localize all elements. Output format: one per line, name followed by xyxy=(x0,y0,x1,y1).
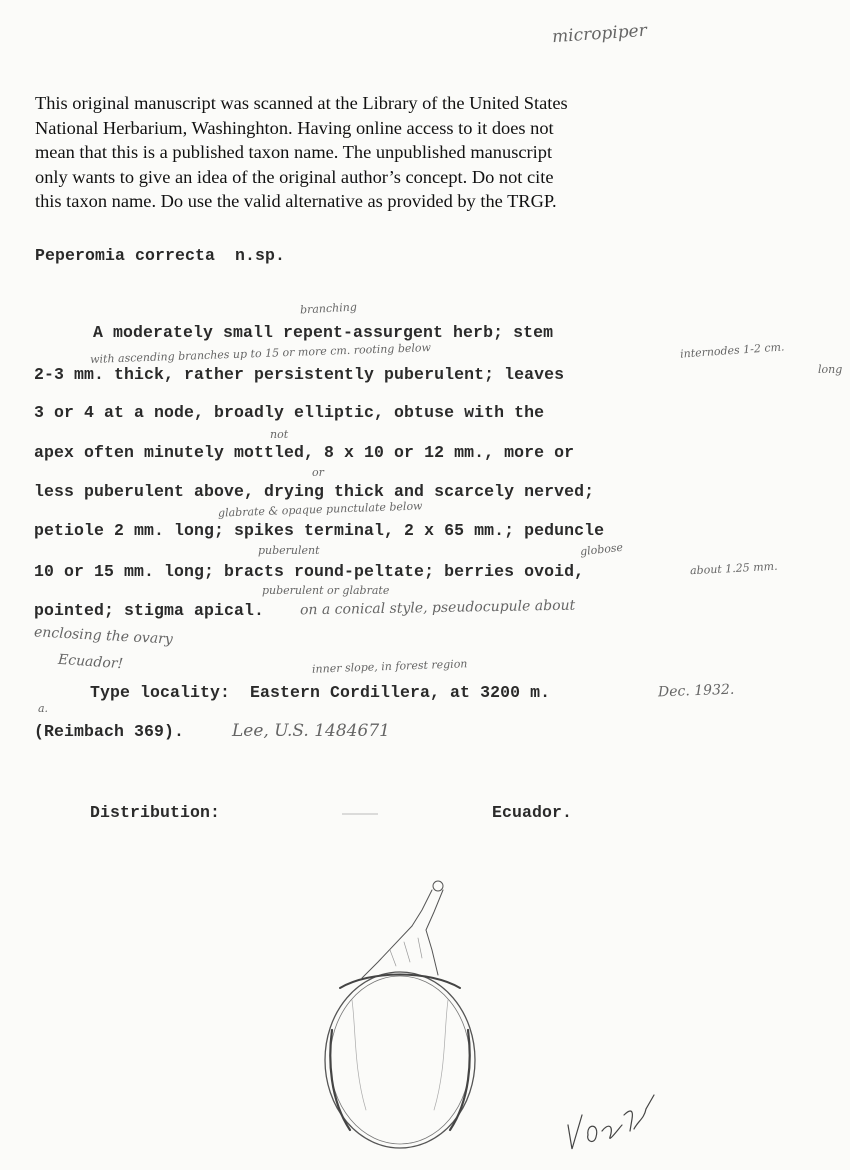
handwritten-puberulent: puberulent xyxy=(258,544,320,557)
description-line-4: apex often minutely mottled, 8 x 10 or 12 mm., more or xyxy=(34,443,575,462)
handwritten-region-note: inner slope, in forest region xyxy=(311,657,468,676)
disclaimer-line: only wants to give an idea of the original author’s concept. Do not cite xyxy=(35,166,554,187)
description-line-2: 2-3 mm. thick, rather persistently puberulent; leaves xyxy=(34,365,565,384)
dash-mark xyxy=(340,812,380,816)
handwritten-globose: globose xyxy=(579,540,624,559)
handwritten-not: not xyxy=(270,428,289,441)
handwritten-internodes: internodes 1-2 cm. xyxy=(679,340,785,361)
description-line-1: A moderately small repent-assurgent herb; stem xyxy=(93,323,554,342)
signature-mark xyxy=(560,1085,670,1155)
description-line-3: 3 or 4 at a node, broadly elliptic, obtuse with the xyxy=(34,403,545,422)
handwritten-branching: branching xyxy=(299,300,358,317)
disclaimer-text xyxy=(35,91,695,214)
disclaimer-line: this taxon name. Do use the valid alternative as provided by the TRGP. xyxy=(35,191,557,211)
handwritten-style-note: on a conical style, pseudocupule about xyxy=(299,597,576,619)
disclaimer-line: mean that this is a published taxon name. The unpublished manuscript xyxy=(35,142,553,162)
berry-sketch xyxy=(300,870,500,1170)
description-line-8: pointed; stigma apical. xyxy=(34,601,265,620)
handwritten-long: long xyxy=(818,363,843,376)
handwritten-about: about 1.25 mm. xyxy=(689,559,778,578)
handwritten-or: or xyxy=(312,466,324,479)
disclaimer-line: This original manuscript was scanned at the Library of the United States xyxy=(35,93,568,113)
handwritten-below-note: glabrate & opaque punctulate below xyxy=(217,499,423,520)
handwritten-or-glabrate: puberulent or glabrate xyxy=(262,584,390,597)
description-line-5: less puberulent above, drying thick and scarcely nerved; xyxy=(34,482,595,501)
distribution-label: Distribution: xyxy=(90,803,221,822)
handwritten-herbarium-ref: Lee, U.S. 1484671 xyxy=(232,721,390,741)
distribution-value: Ecuador. xyxy=(492,803,573,822)
species-title: Peperomia correcta n.sp. xyxy=(35,246,286,265)
description-line-6: petiole 2 mm. long; spikes terminal, 2 x 65 mm.; peduncle xyxy=(34,521,605,540)
description-line-7: 10 or 15 mm. long; bracts round-peltate; berries ovoid, xyxy=(34,562,585,581)
handwritten-a-mark: a. xyxy=(38,702,49,715)
specimen-reference: (Reimbach 369). xyxy=(34,722,185,741)
handwritten-ovary-note: enclosing the ovary xyxy=(33,624,174,648)
handwritten-date: Dec. 1932. xyxy=(657,681,735,701)
handwritten-genus-note: micropiper xyxy=(551,20,648,48)
handwritten-stem-note: with ascending branches up to 15 or more cm. rooting below xyxy=(89,341,432,366)
disclaimer-line: National Herbarium, Washinghton. Having online access to it does not xyxy=(35,117,554,138)
handwritten-ecuador: Ecuador! xyxy=(57,651,124,673)
type-locality: Type locality: Eastern Cordillera, at 3200 m. xyxy=(90,683,551,702)
